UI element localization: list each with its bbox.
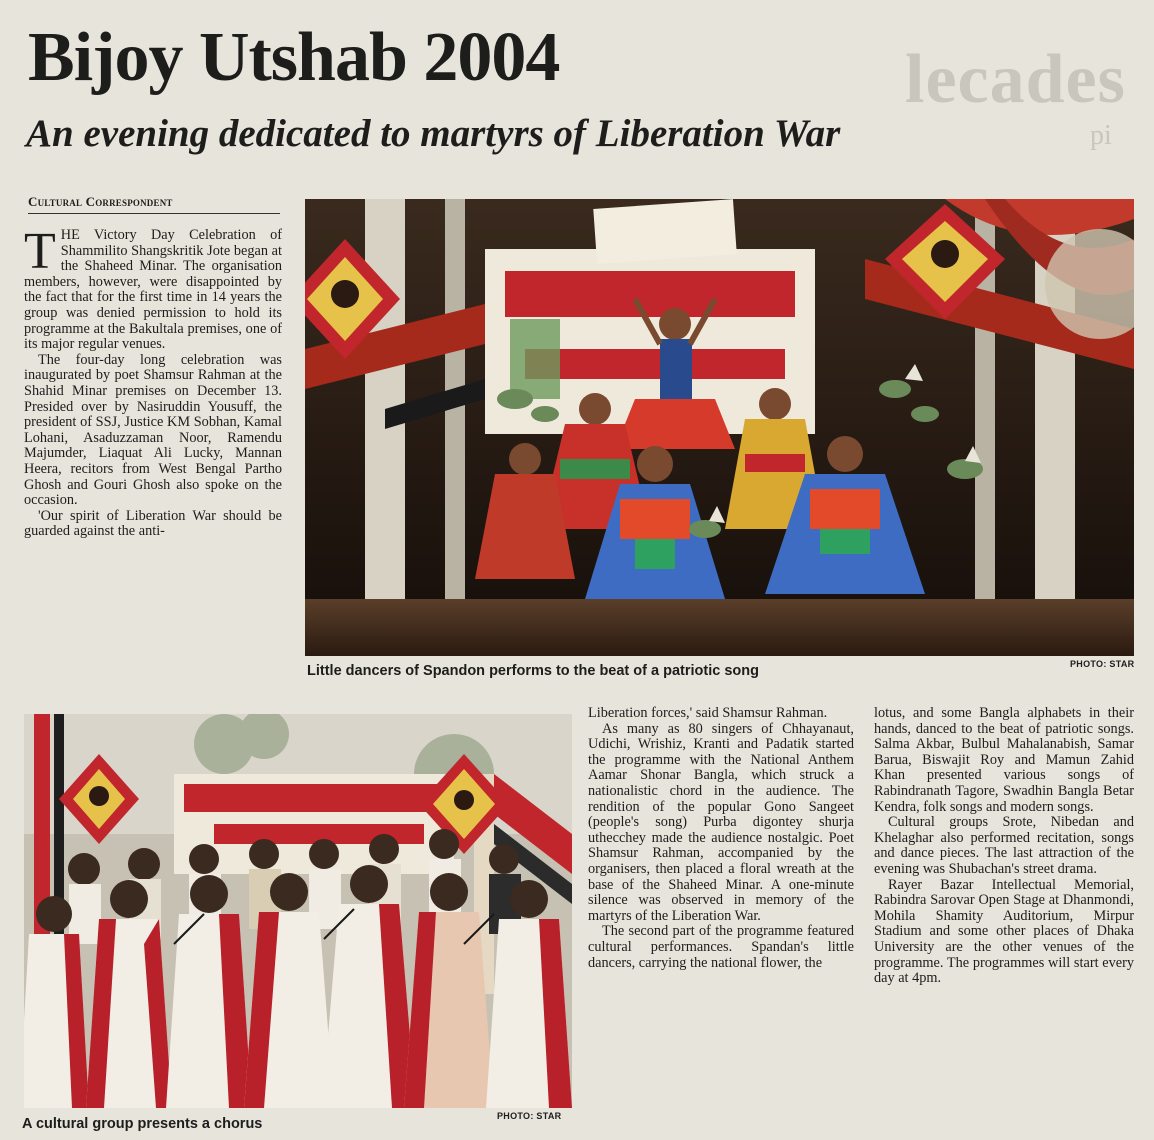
chorus-photo — [24, 714, 572, 1108]
article-column-3 — [874, 706, 1134, 987]
subheadline: An evening dedicated to martyrs of Liberation War — [26, 112, 841, 155]
paragraph: As many as 80 singers of Chhayanaut, Udichi, Wrishiz, Kranti and Padatik started the programme with the National Anthem Aamar Shonar Bangla, which struck a nationalistic chord in the audience. The rendition of the popular Gono Sangeet (people's song) Purba digontey shurja uthecchey made the audience nostalgic. Poet Shamsur Rahman, accompanied by the organisers, then placed a floral wreath at the base of the Shaheed Minar. A one-minute silence was observed in memory of the martyrs of the Liberation War. — [588, 720, 854, 924]
paragraph: Liberation forces,' said Shamsur Rahman. — [588, 705, 828, 721]
article-column-2 — [588, 706, 854, 971]
dance-photo-image — [305, 199, 1134, 656]
paragraph: Rayer Bazar Intellectual Memorial, Rabindra Sarovar Open Stage at Dhanmondi, Mohila Shamity Auditorium, Mirpur Stadium and some other places of Dhaka University are the other venues of the programme. The programmes will start every day at 4pm. — [874, 876, 1134, 987]
paragraph: The second part of the programme featured cultural performances. Spandan's little dancers, carrying the national flower, the — [588, 923, 854, 971]
chorus-photo-caption: A cultural group presents a chorus — [22, 1116, 263, 1132]
paragraph: Cultural groups Srote, Nibedan and Khelaghar also performed recitation, songs and dance pieces. The last attraction of the evening was Shubachan's street drama. — [874, 814, 1134, 877]
dance-photo-caption: Little dancers of Spandon performs to the beat of a patriotic song — [307, 663, 759, 679]
article-column-1 — [24, 223, 282, 540]
chorus-photo-credit: PHOTO: STAR — [497, 1111, 562, 1121]
byline — [28, 194, 280, 214]
byline-text: Cultural Correspondent — [28, 194, 173, 209]
paragraph: The four-day long celebration was inaugurated by poet Shamsur Rahman at the Shahid Minar premises on December 13. Presided over by Nasiruddin Yousuff, the president of SSJ, Justice KM Sobhan, Kamal Lohani, Asaduzzaman Noor, Ramendu Majumder, Liaquat Ali Lucky, Mannan Heera, recitors from West Bengal Partho Ghosh and Gouri Ghosh also spoke on the occasion. — [24, 351, 282, 509]
paragraph: 'Our spirit of Liberation War should be guarded against the anti- — [24, 507, 282, 540]
bleed-through-text: pi — [1090, 120, 1112, 151]
dance-photo — [305, 199, 1134, 656]
paragraph: THE Victory Day Celebration of Shammilito Shangskritik Jote began at the Shaheed Minar. The organisation members, however, were disappointed by the fact that for the first time in 14 years the group was denied permission to hold its programme at the Bakultala premises, one of its major regular venues. — [24, 223, 282, 353]
drop-cap: T — [24, 223, 56, 280]
chorus-photo-image — [24, 714, 572, 1108]
dance-photo-credit: PHOTO: STAR — [1070, 659, 1135, 669]
paragraph: lotus, and some Bangla alphabets in their hands, danced to the beat of patriotic songs. Salma Akbar, Bulbul Mahalanabish, Samar Barua, Biswajit Roy and Mamun Zahid Khan presented various songs of Rabindranath Tagore, Swadhin Bangla Betar Kendra, folk songs and modern songs. — [874, 705, 1134, 815]
headline: Bijoy Utshab 2004 — [28, 19, 560, 96]
bleed-through-text: lecades — [905, 41, 1126, 118]
